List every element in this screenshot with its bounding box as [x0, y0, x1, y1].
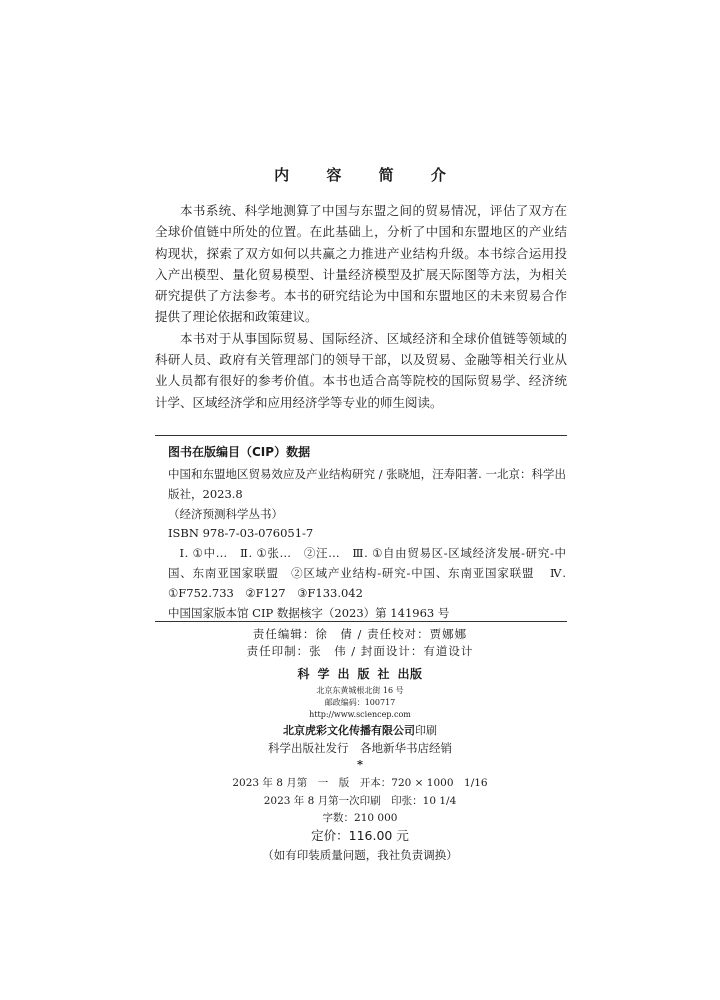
print-line: 2023 年 8 月第一次印刷 印张：10 1/4 — [263, 795, 457, 807]
printer-name: 北京虎彩文化传播有限公司 — [283, 724, 415, 737]
cip-top-rule — [155, 435, 567, 436]
publisher-logo: 科学出版社 — [297, 667, 398, 681]
cip-bottom-rule — [155, 621, 567, 622]
cip-heading: 图书在版编目（CIP）数据 — [168, 445, 311, 459]
cip-subjects — [168, 544, 566, 603]
price: 定价：116.00 元 — [311, 828, 409, 843]
separator-star: * — [356, 757, 363, 771]
cip-subject-part2: Ⅳ. ①F752.733 ②F127 ③F133.042 — [168, 565, 566, 600]
publisher-url: http://www.sciencep.com — [309, 710, 411, 719]
printer-suffix: 印刷 — [415, 724, 437, 737]
cip-number: 中国国家版本馆 CIP 数据核字（2023）第 141963 号 — [168, 605, 450, 620]
cip-block — [168, 465, 566, 623]
summary-paragraph-2: 本书对于从事国际贸易、国际经济、区域经济和全球价值链等领域的科研人员、政府有关管理部门的领导干部，以及贸易、金融等相关行业从业人员都有很好的参考价值。本书也适合高等院校的国际贸易学、经济统计学、区域经济学和应用经济学等专业的师生阅读。 — [155, 330, 567, 410]
edition-line: 2023 年 8 月第 一 版 开本：720 × 1000 1/16 — [232, 777, 488, 789]
page-title: 内 容 简 介 — [274, 166, 462, 184]
credits-line-2: 责任印制：张 伟 / 封面设计：有道设计 — [246, 644, 474, 658]
publisher-suffix: 出版 — [397, 667, 423, 681]
credits-line-1: 责任编辑：徐 倩 / 责任校对：贾娜娜 — [252, 627, 468, 641]
cip-subject-part1: Ⅰ. ①中… Ⅱ. ①张… ②汪… Ⅲ. ①自由贸易区-区域经济发展-研究-中国、东南亚国家联盟 ②区域产业结构-研究-中国、东南亚国家联盟 — [168, 546, 566, 580]
quality-notice: （如有印装质量问题，我社负责调换） — [262, 848, 458, 862]
distribution-line: 科学出版社发行 各地新华书店经销 — [268, 741, 452, 755]
printer-line — [0, 722, 720, 738]
cip-isbn: ISBN 978-7-03-076051-7 — [168, 526, 314, 541]
publisher-name — [0, 665, 720, 682]
publisher-address: 北京东黄城根北街 16 号 — [316, 686, 404, 695]
summary-section — [155, 200, 567, 413]
summary-paragraph-1: 本书系统、科学地测算了中国与东盟之间的贸易情况，评估了双方在全球价值链中所处的位置。在此基础上，分析了中国和东盟地区的产业结构现状，探索了双方如何以共赢之力推进产业结构升级。本书综合运用投入产出模型、量化贸易模型、计量经济模型及扩展天际图等方法，为相关研究提供了方法参考。本书的研究结论为中国和东盟地区的未来贸易合作提供了理论依据和政策建议。 — [155, 203, 567, 325]
publisher-postcode: 邮政编码：100717 — [324, 698, 396, 707]
cip-series: （经济预测科学丛书） — [168, 506, 283, 521]
word-count: 字数：210 000 — [322, 812, 398, 824]
cip-title-line: 中国和东盟地区贸易效应及产业结构研究 / 张晓旭，汪寿阳著. 一北京：科学出版社，2023.8 — [168, 467, 566, 501]
